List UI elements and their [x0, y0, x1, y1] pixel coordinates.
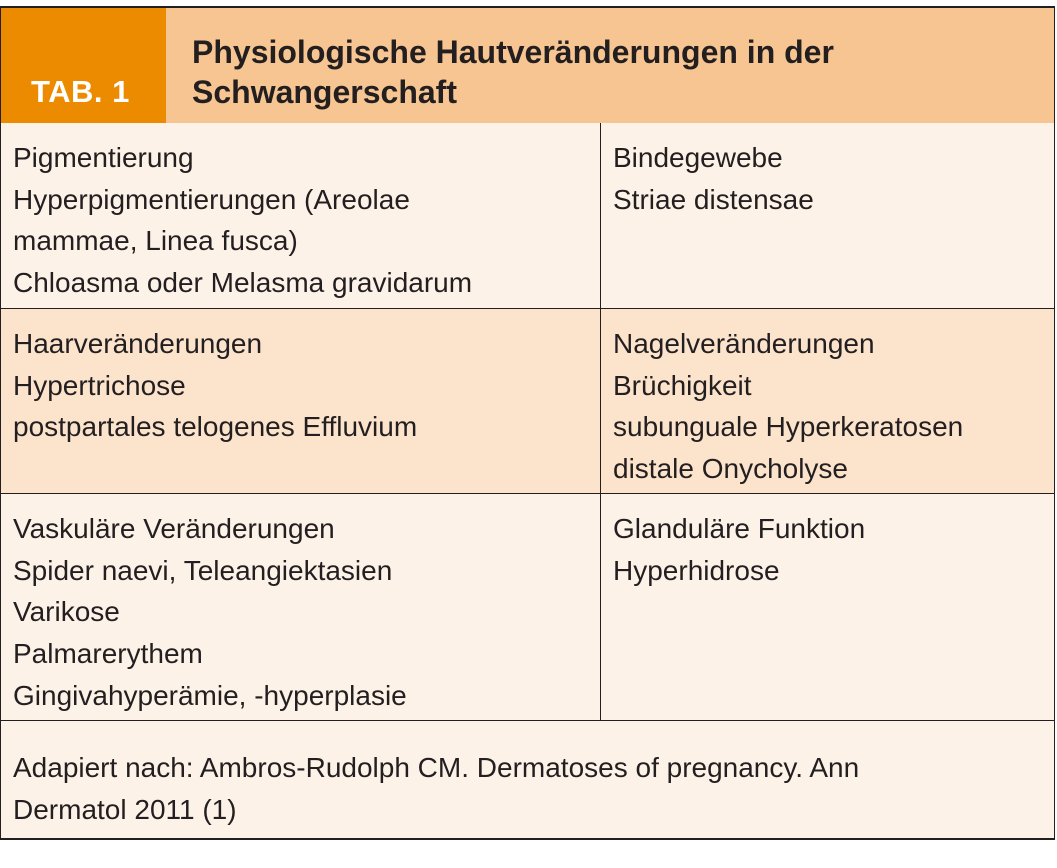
cell-heading: Nagelveränderungen	[613, 328, 875, 359]
table-footnote	[1, 721, 1054, 838]
table	[0, 6, 1055, 840]
cell-text: mammae, Linea fusca)	[13, 225, 298, 257]
table-row	[1, 309, 1054, 494]
table-number-label: TAB. 1	[1, 8, 166, 123]
table-title	[192, 32, 1032, 112]
cell-text: subunguale Hyperkeratosen	[613, 411, 964, 443]
table-title-line: Schwangerschaft	[192, 74, 457, 110]
cell-heading: Haarveränderungen	[13, 328, 263, 359]
cell-text: Striae distensae	[613, 183, 814, 215]
table-cell	[601, 123, 1054, 308]
cell-heading: Vaskuläre Veränderungen	[13, 513, 335, 544]
table-cell	[1, 309, 601, 493]
cell-heading: Glanduläre Funktion	[613, 513, 866, 544]
table-row	[1, 494, 1054, 721]
cell-text: Hyperpigmentierungen (Areolae	[13, 183, 410, 215]
footnote-line: Adapiert nach: Ambros-Rudolph CM. Dermatoses of pregnancy. Ann	[13, 752, 860, 783]
table-title-line: Physiologische Hautveränderungen in der	[192, 34, 834, 70]
table-cell	[1, 123, 601, 308]
cell-text: Brüchigkeit	[613, 369, 752, 401]
cell-text: Spider naevi, Teleangiektasien	[13, 554, 393, 586]
footnote-line: Dermatol 2011 (1)	[13, 793, 237, 825]
cell-text: Varikose	[13, 596, 120, 628]
cell-text: Palmarerythem	[13, 638, 203, 670]
cell-text: Hyperhidrose	[613, 554, 780, 586]
cell-text: postpartales telogenes Effluvium	[13, 411, 418, 443]
cell-heading: Bindegewebe	[613, 142, 783, 173]
table-cell	[601, 309, 1054, 493]
cell-heading: Pigmentierung	[13, 142, 194, 173]
table-cell	[601, 494, 1054, 720]
cell-text: Hypertrichose	[13, 369, 186, 401]
cell-text: Chloasma oder Melasma gravidarum	[13, 267, 473, 299]
cell-text: Gingivahyperämie, -hyperplasie	[13, 679, 407, 711]
table-header	[1, 8, 1054, 125]
table-row	[1, 123, 1054, 309]
cell-text: distale Onycholyse	[613, 453, 849, 485]
table-cell	[1, 494, 601, 720]
